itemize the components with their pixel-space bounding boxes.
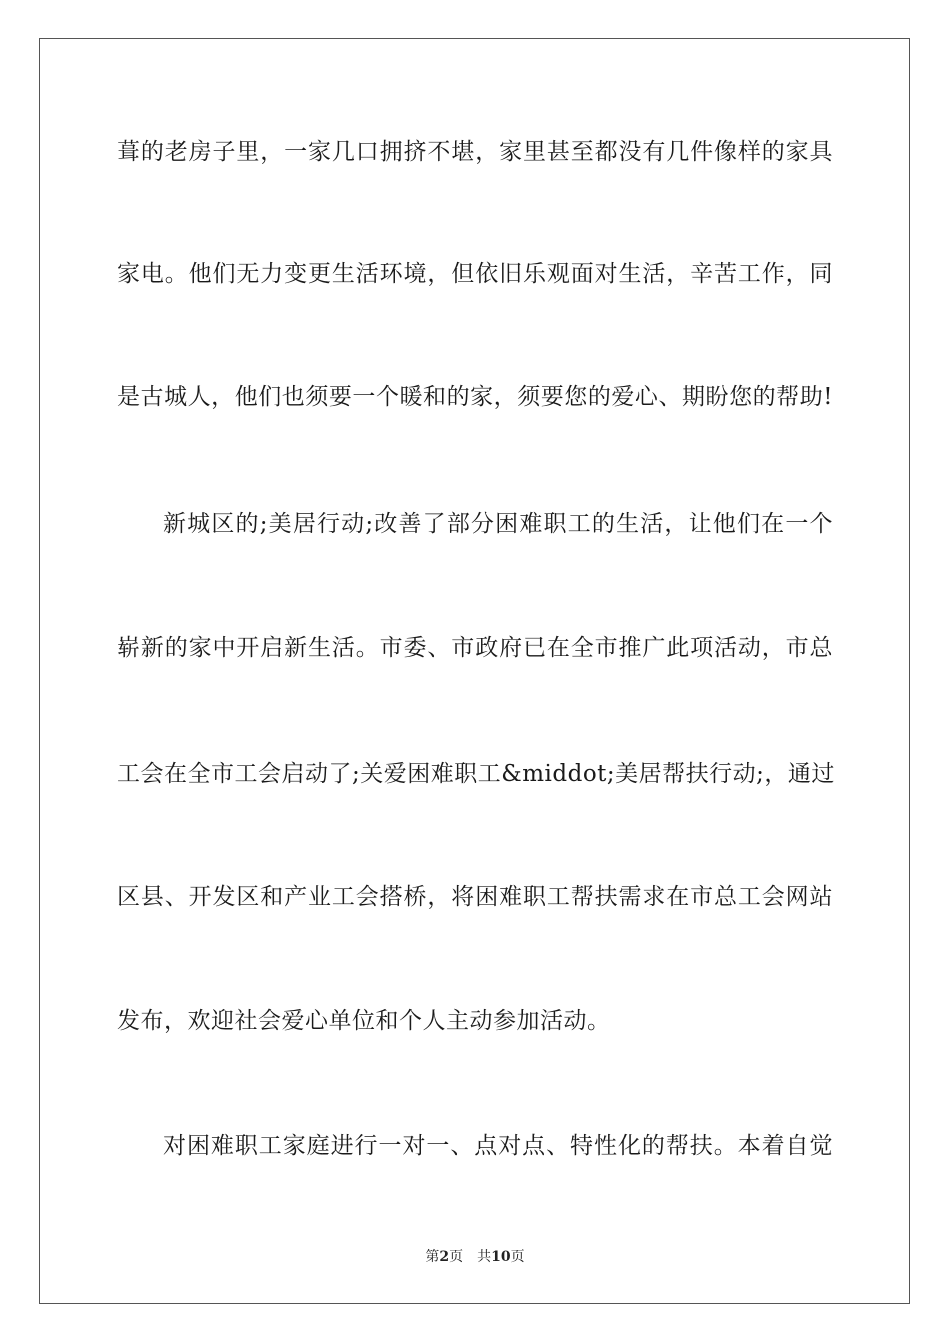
footer-total-prefix: 共 (477, 1249, 492, 1265)
footer-total-suffix: 页 (510, 1249, 525, 1265)
paragraph-first-line: 新城区的;美居行动;改善了部分困难职工的生活，让他们在一个 (163, 511, 833, 537)
body-text-line: 区县、开发区和产业工会搭桥，将困难职工帮扶需求在市总工会网站 (117, 884, 833, 910)
paragraph-last-line: 发布，欢迎社会爱心单位和个人主动参加活动。 (117, 1008, 611, 1034)
body-text-line: 葺的老房子里，一家几口拥挤不堪，家里甚至都没有几件像样的家具 (117, 139, 833, 165)
body-text-line: 崭新的家中开启新生活。市委、市政府已在全市推广此项活动，市总 (117, 635, 833, 661)
paragraph-first-line: 对困难职工家庭进行一对一、点对点、特性化的帮扶。本着自觉 (163, 1133, 833, 1159)
page-footer (0, 1248, 950, 1266)
page-border (39, 38, 910, 1304)
body-text-line: 工会在全市工会启动了;关爱困难职工&middot;美居帮扶行动;，通过 (117, 761, 835, 787)
footer-total-pages: 10 (491, 1249, 511, 1265)
body-text-line: 家电。他们无力变更生活环境，但依旧乐观面对生活，辛苦工作，同 (117, 261, 833, 287)
footer-page-suffix: 页 (449, 1249, 464, 1265)
footer-page-number: 2 (439, 1249, 450, 1265)
body-text-line: 是古城人，他们也须要一个暖和的家，须要您的爱心、期盼您的帮助! (117, 384, 833, 410)
footer-page-prefix: 第 (425, 1249, 440, 1265)
